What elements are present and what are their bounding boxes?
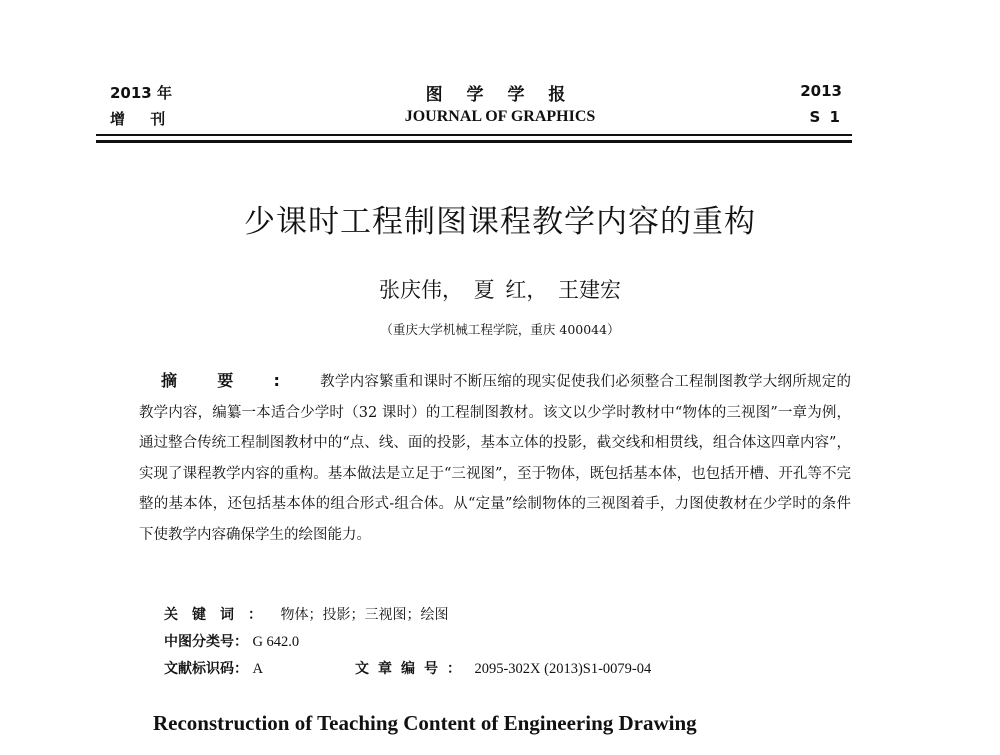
header-year-left: 2013 年 [110, 84, 172, 102]
doc-code-value: A [252, 661, 263, 677]
abstract-label: 摘要: [161, 371, 320, 390]
abstract [139, 366, 851, 550]
header-issue-left: 增 刊 [110, 110, 176, 128]
abstract-label-text: 摘要 [161, 371, 274, 390]
header-rule-thick [96, 140, 852, 143]
doc-code-row: 文献标识码： A [164, 661, 263, 677]
header-issue-right: S 1 [809, 108, 842, 126]
article-number-row: 文章编号： 2095-302X (2013)S1-0079-04 [355, 661, 652, 677]
journal-name-english: JOURNAL OF GRAPHICS [404, 108, 596, 125]
classification-label: 中图分类号 [164, 634, 234, 650]
article-number-label: 文章编号 [355, 661, 447, 677]
article-title: 少课时工程制图课程教学内容的重构 [244, 204, 756, 240]
doc-code-label: 文献标识码 [164, 661, 234, 677]
article-number-value: 2095-302X (2013)S1-0079-04 [474, 661, 652, 677]
journal-name-chinese: 图 学 学 报 [425, 85, 575, 105]
article-affiliation: （重庆大学机械工程学院，重庆 400044） [380, 322, 620, 337]
classification-value: G 642.0 [252, 634, 300, 650]
header-year-right: 2013 [800, 82, 842, 100]
article-authors: 张庆伟， 夏 红， 王建宏 [378, 278, 622, 302]
classification-row: 中图分类号： G 642.0 [164, 634, 300, 650]
english-title: Reconstruction of Teaching Content of Engineering Drawing [153, 711, 697, 735]
abstract-text: 教学内容繁重和课时不断压缩的现实促使我们必须整合工程制图教学大纲所规定的教学内容，编纂一本适合少学时（32 课时）的工程制图教材。该文以少学时教材中“物体的三视图”一章为例，通过整合传统工程制图教材中的“点、线、面的投影，基本立体的投影，截交线和相贯线，组合体这四章内容”，实现了课程教学内容的重构。基本做法是立足于“三视图”，至于物体，既包括基本体，也包括开槽、开孔等不完整的基本体，还包括基本体的组合形式-组合体。从“定量”绘制物体的三视图着手，力图使教材在少学时的条件下使教学内容确保学生的绘图能力。 [139, 374, 851, 543]
header-rule-thin [96, 134, 852, 136]
keywords-value: 物体；投影；三视图；绘图 [280, 607, 449, 623]
keywords-row: 关键词： 物体；投影；三视图；绘图 [164, 607, 449, 623]
keywords-label: 关键词 [164, 607, 248, 623]
